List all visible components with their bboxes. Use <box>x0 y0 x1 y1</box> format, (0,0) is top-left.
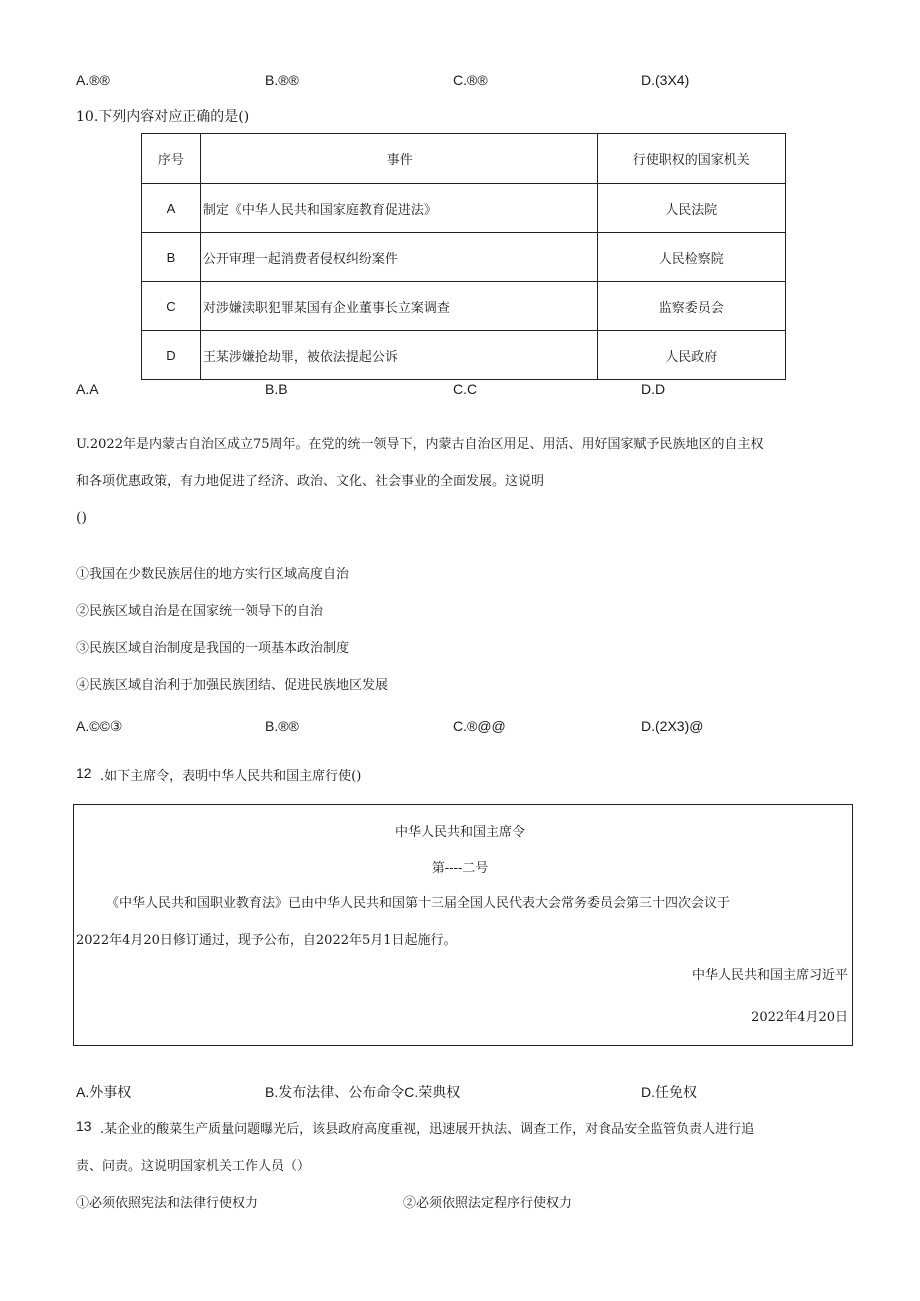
q11-item-1: ①我国在少数民族居住的地方实行区域高度自治 <box>76 567 350 582</box>
q13-stem-line1: .某企业的酸菜生产质量问题曝光后，该县政府高度重视，迅速展开执法、调查工作，对食品安全监管负责人进行追 <box>100 1122 755 1137</box>
q11-item-2: ②民族区域自治是在国家统一领导下的自治 <box>76 604 324 619</box>
header-no: 序号 <box>142 134 201 184</box>
q12-option-d: D.任免权 <box>641 1084 697 1100</box>
q11-item-4: ④民族区域自治利于加强民族团结、促进民族地区发展 <box>76 678 389 693</box>
q12-stem-number: 12 <box>76 765 92 781</box>
q13-stem-number: 13 <box>76 1118 92 1134</box>
row-organ: 人民法院 <box>597 184 785 233</box>
row-organ: 人民政府 <box>597 331 785 380</box>
presidential-decree-box <box>73 804 853 1046</box>
q11-stem-line2: 和各项优惠政策，有力地促进了经济、政治、文化、社会事业的全面发展。这说明 <box>76 474 545 489</box>
decree-body-line1: 《中华人民共和国职业教育法》已由中华人民共和国第十三届全国人民代表大会常务委员会第三十四次会议于 <box>106 896 731 911</box>
decree-signature: 中华人民共和国主席习近平 <box>691 968 848 983</box>
q12-stem: .如下主席令，表明中华人民共和国主席行使() <box>100 769 362 784</box>
q10-option-c: C.C <box>453 381 478 397</box>
row-organ: 监察委员会 <box>597 282 785 331</box>
q10-table <box>141 133 786 380</box>
q9-option-a: A.®® <box>76 72 110 88</box>
q11-option-a: A.©©③ <box>76 718 123 734</box>
q12-option-a: A.外事权 <box>76 1084 132 1100</box>
row-event: 制定《中华人民共和国家庭教育促进法》 <box>200 184 597 233</box>
q11-option-d: D.(2X3)@ <box>641 718 704 734</box>
header-organ: 行使职权的国家机关 <box>597 134 785 184</box>
header-event: 事件 <box>200 134 597 184</box>
table-row <box>142 282 786 331</box>
table-header-row <box>142 134 786 184</box>
decree-title: 中华人民共和国主席令 <box>394 825 525 840</box>
q13-stem-line2: 责、问责。这说明国家机关工作人员（） <box>76 1159 311 1174</box>
q10-option-a: A.A <box>76 381 99 397</box>
q9-option-d: D.(3X4) <box>641 72 690 88</box>
q9-option-c: C.®® <box>453 72 488 88</box>
q11-stem-line1: U.2022年是内蒙古自治区成立75周年。在党的统一领导下，内蒙古自治区用足、用活、用好国家赋予民族地区的自主权 <box>76 437 764 452</box>
row-organ: 人民检察院 <box>597 233 785 282</box>
q10-option-b: B.B <box>265 381 288 397</box>
decree-body-line2: 2022年4月20日修订通过，现予公布，自2022年5月1日起施行。 <box>76 933 457 948</box>
q11-item-3: ③民族区域自治制度是我国的一项基本政治制度 <box>76 641 350 656</box>
row-id: D <box>142 331 201 380</box>
q13-item-1: ①必须依照宪法和法律行使权力 <box>76 1196 259 1211</box>
decree-date: 2022年4月20日 <box>751 1010 848 1025</box>
table-row <box>142 184 786 233</box>
row-id: B <box>142 233 201 282</box>
row-event: 对涉嫌渎职犯罪某国有企业董事长立案调查 <box>200 282 597 331</box>
q10-option-d: D.D <box>641 381 666 397</box>
q11-option-b: B.®® <box>265 718 299 734</box>
q13-item-2: ②必须依照法定程序行使权力 <box>403 1196 573 1211</box>
q10-stem: 10.下列内容对应正确的是() <box>76 109 250 125</box>
q11-blank: () <box>76 510 87 526</box>
row-id: A <box>142 184 201 233</box>
q11-option-c: C.®@@ <box>453 718 506 734</box>
q12-option-bc: B.发布法律、公布命令C.荣典权 <box>265 1084 461 1100</box>
row-event: 王某涉嫌抢劫罪，被依法提起公诉 <box>200 331 597 380</box>
table-row <box>142 233 786 282</box>
row-event: 公开审理一起消费者侵权纠纷案件 <box>200 233 597 282</box>
q9-option-b: B.®® <box>265 72 299 88</box>
decree-number: 第----二号 <box>431 861 489 876</box>
row-id: C <box>142 282 201 331</box>
table-row <box>142 331 786 380</box>
